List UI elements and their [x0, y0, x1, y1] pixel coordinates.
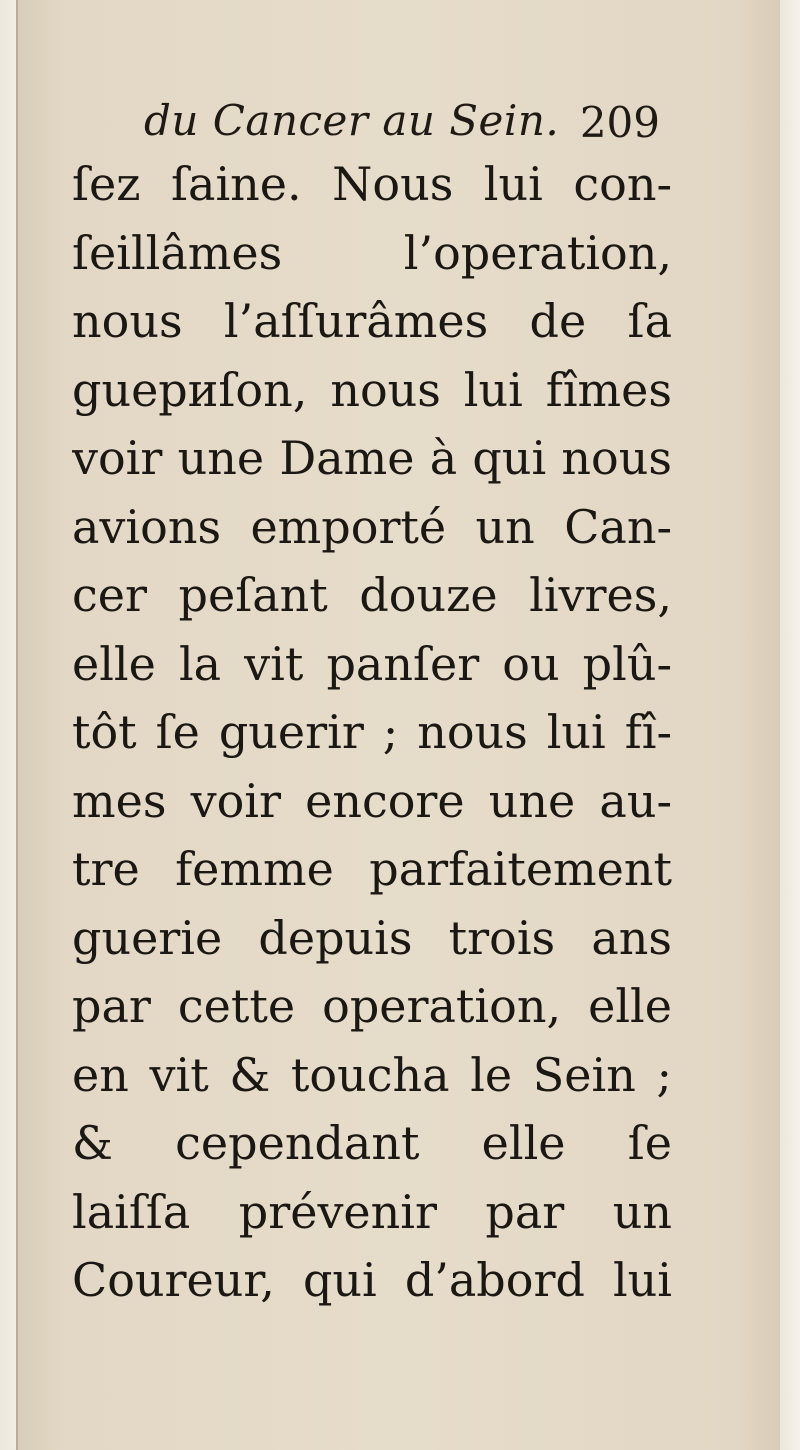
text-line: cer peſant douze livres,	[72, 568, 672, 622]
text-line: en vit & toucha le Sein ;	[72, 1047, 672, 1102]
text-line: Coureur, qui d’abord lui	[72, 1253, 672, 1307]
text-line: avions emporté un Can-	[72, 499, 672, 554]
text-line: voir une Dame à qui nous	[72, 431, 672, 485]
text-line: ſeillâmes l’operation,	[72, 225, 672, 280]
text-line: laiſſa prévenir par un	[72, 1184, 672, 1239]
running-title: du Cancer au Sein.	[144, 96, 560, 145]
text-line: par cette operation, elle	[72, 979, 672, 1033]
body-text	[72, 150, 672, 1315]
text-line: tre femme parfaitement	[72, 842, 672, 896]
text-line: nous l’aſſurâmes de ſa	[72, 294, 672, 348]
text-line: ſez ſaine. Nous lui con-	[72, 157, 672, 211]
text-line: elle la vit panſer ou plû-	[72, 636, 672, 691]
right-margin	[780, 0, 800, 1450]
text-line: guериſon, nous lui fîmes	[72, 362, 672, 417]
page-number: 209	[579, 98, 660, 147]
text-line: & cependant elle ſe	[72, 1116, 672, 1170]
text-line: tôt ſe guerir ; nous lui fî-	[72, 705, 672, 759]
text-line: mes voir encore une au-	[72, 773, 672, 828]
text-line: guerie depuis trois ans	[72, 910, 672, 965]
page-header	[130, 90, 690, 150]
